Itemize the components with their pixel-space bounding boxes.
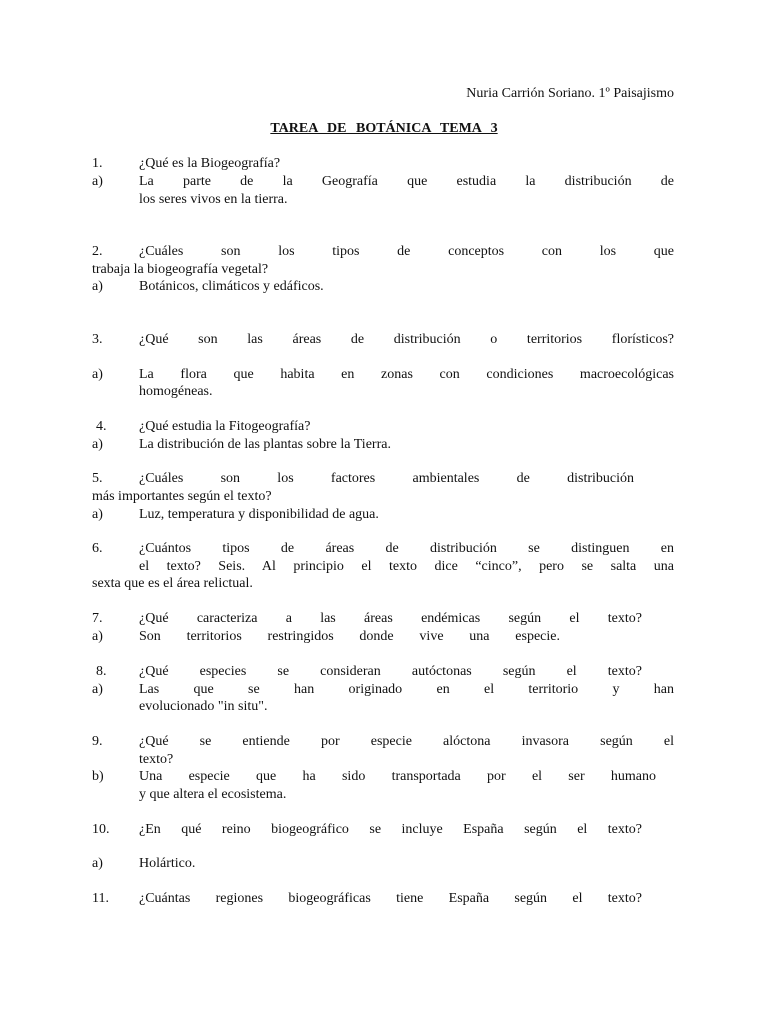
answer-text: evolucionado "in situ". — [139, 699, 268, 714]
answer-label: a) — [92, 174, 103, 189]
answer-10 — [92, 855, 674, 873]
question-6-line-3 — [92, 575, 674, 593]
question-9-line-2 — [92, 751, 674, 769]
answer-text: La flora que habita en zonas con condiciones macroecológicas — [139, 367, 674, 382]
question-text: más importantes según el texto? — [92, 489, 272, 504]
answer-1-line-2 — [92, 191, 674, 209]
question-6-line-1 — [92, 540, 674, 558]
question-3 — [92, 331, 674, 349]
question-10 — [92, 821, 674, 839]
question-number: 11. — [92, 891, 109, 906]
question-2-line-2 — [92, 261, 674, 279]
question-text: ¿Qué son las áreas de distribución o territorios florísticos? — [139, 332, 674, 347]
question-7 — [92, 610, 674, 628]
answer-8-line-2 — [92, 698, 674, 716]
question-text: ¿Qué especies se consideran autóctonas según el texto? — [139, 664, 642, 679]
answer-label: a) — [92, 507, 103, 522]
answer-3-line-1 — [92, 366, 674, 384]
question-text: trabaja la biogeografía vegetal? — [92, 262, 269, 277]
answer-2 — [92, 278, 674, 296]
answer-text: Una especie que ha sido transportada por el ser humano — [139, 769, 656, 784]
answer-text: homogéneas. — [139, 384, 213, 399]
question-number: 5. — [92, 471, 103, 486]
answer-label: a) — [92, 367, 103, 382]
question-1 — [92, 155, 674, 173]
answer-text: La parte de la Geografía que estudia la distribución de — [139, 174, 674, 189]
question-number: 3. — [92, 332, 103, 347]
answer-label: a) — [92, 629, 103, 644]
page-title: TAREA DE BOTÁNICA TEMA 3 — [270, 121, 498, 136]
answer-text: y que altera el ecosistema. — [139, 787, 287, 802]
question-number: 7. — [92, 611, 103, 626]
answer-4 — [92, 436, 674, 454]
question-text: el texto? Seis. Al principio el texto dice “cinco”, pero se salta una — [139, 559, 674, 574]
answer-label: a) — [92, 437, 103, 452]
question-text: texto? — [139, 752, 174, 767]
question-8 — [92, 663, 674, 681]
answer-text: Holártico. — [139, 856, 196, 871]
question-number: 4. — [96, 419, 107, 434]
question-text: ¿Cuáles son los factores ambientales de distribución — [139, 471, 634, 486]
answer-text: Botánicos, climáticos y edáficos. — [139, 279, 324, 294]
question-2-line-1 — [92, 243, 674, 261]
question-9-line-1 — [92, 733, 674, 751]
question-5-line-1 — [92, 470, 674, 488]
question-text: ¿Cuántas regiones biogeográficas tiene España según el texto? — [139, 891, 642, 906]
answer-label: a) — [92, 856, 103, 871]
question-text: sexta que es el área relictual. — [92, 576, 253, 591]
answer-9-line-1 — [92, 768, 674, 786]
answer-text: Son territorios restringidos donde vive una especie. — [139, 629, 560, 644]
question-number: 10. — [92, 822, 110, 837]
question-number: 8. — [96, 664, 107, 679]
answer-5 — [92, 506, 674, 524]
question-text: ¿Qué es la Biogeografía? — [139, 156, 281, 171]
question-text: ¿Qué caracteriza a las áreas endémicas según el texto? — [139, 611, 642, 626]
question-11 — [92, 890, 674, 908]
question-number: 9. — [92, 734, 103, 749]
answer-8-line-1 — [92, 681, 674, 699]
question-text: ¿Cuáles son los tipos de conceptos con los que — [139, 244, 674, 259]
answer-label: a) — [92, 682, 103, 697]
answer-label: b) — [92, 769, 104, 784]
answer-7 — [92, 628, 674, 646]
answer-text: La distribución de las plantas sobre la Tierra. — [139, 437, 391, 452]
answer-text: Luz, temperatura y disponibilidad de agua. — [139, 507, 379, 522]
question-5-line-2 — [92, 488, 674, 506]
answer-1-line-1 — [92, 173, 674, 191]
answer-3-line-2 — [92, 383, 674, 401]
answer-text: los seres vivos en la tierra. — [139, 192, 288, 207]
question-number: 1. — [92, 156, 103, 171]
question-text: ¿Cuántos tipos de áreas de distribución se distinguen en — [139, 541, 674, 556]
answer-label: a) — [92, 279, 103, 294]
question-text: ¿En qué reino biogeográfico se incluye España según el texto? — [139, 822, 642, 837]
author-line: Nuria Carrión Soriano. 1º Paisajismo — [466, 86, 674, 101]
question-6-line-2 — [92, 558, 674, 576]
question-text: ¿Qué se entiende por especie alóctona invasora según el — [139, 734, 674, 749]
question-number: 6. — [92, 541, 103, 556]
question-4 — [92, 418, 674, 436]
answer-text: Las que se han originado en el territorio y han — [139, 682, 674, 697]
answer-9-line-2 — [92, 786, 674, 804]
question-text: ¿Qué estudia la Fitogeografía? — [139, 419, 311, 434]
question-number: 2. — [92, 244, 103, 259]
